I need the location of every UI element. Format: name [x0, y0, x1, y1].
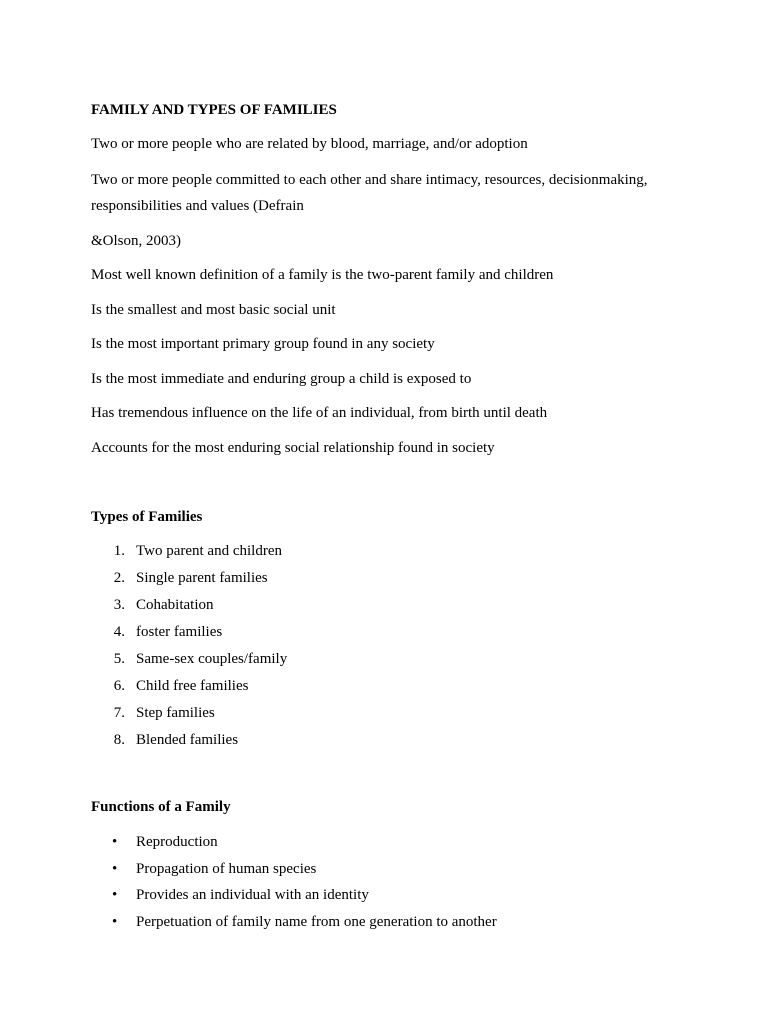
list-number: 4.: [113, 624, 125, 640]
document-title: FAMILY AND TYPES OF FAMILIES: [91, 102, 337, 118]
paragraph: Has tremendous influence on the life of an individual, from birth until death: [91, 405, 548, 421]
paragraph: Two or more people committed to each other and share intimacy, resources, decisionmaking,: [91, 172, 648, 188]
list-item-text: Reproduction: [136, 834, 218, 850]
paragraph: Two or more people who are related by blood, marriage, and/or adoption: [91, 136, 528, 152]
bullet-icon: •: [112, 861, 118, 877]
list-item-text: Cohabitation: [136, 597, 214, 613]
list-item-text: Child free families: [136, 678, 249, 694]
list-item-text: Step families: [136, 705, 215, 721]
paragraph: Is the smallest and most basic social unit: [91, 302, 336, 318]
list-number: 2.: [113, 570, 125, 586]
paragraph: responsibilities and values (Defrain: [91, 198, 304, 214]
list-item-text: Perpetuation of family name from one generation to another: [136, 914, 497, 930]
list-number: 1.: [113, 543, 125, 559]
paragraph: Is the most immediate and enduring group a child is exposed to: [91, 371, 472, 387]
list-item-text: Single parent families: [136, 570, 268, 586]
list-item-text: Propagation of human species: [136, 861, 317, 877]
list-item-text: Same-sex couples/family: [136, 651, 288, 667]
bullet-icon: •: [112, 887, 118, 903]
list-item-text: Blended families: [136, 732, 239, 748]
list-number: 7.: [113, 705, 125, 721]
bullet-icon: •: [112, 914, 118, 930]
paragraph: Most well known definition of a family is the two-parent family and children: [91, 267, 554, 283]
bullet-icon: •: [112, 834, 118, 850]
paragraph: Is the most important primary group found in any society: [91, 336, 435, 352]
list-number: 8.: [113, 732, 125, 748]
paragraph: &Olson, 2003): [91, 233, 181, 249]
types-heading: Types of Families: [91, 509, 203, 525]
paragraph: Accounts for the most enduring social relationship found in society: [91, 440, 495, 456]
functions-heading: Functions of a Family: [91, 799, 231, 815]
list-number: 5.: [113, 651, 125, 667]
list-item-text: foster families: [136, 624, 223, 640]
list-number: 6.: [113, 678, 125, 694]
list-item-text: Two parent and children: [136, 543, 282, 559]
list-number: 3.: [113, 597, 125, 613]
list-item-text: Provides an individual with an identity: [136, 887, 369, 903]
